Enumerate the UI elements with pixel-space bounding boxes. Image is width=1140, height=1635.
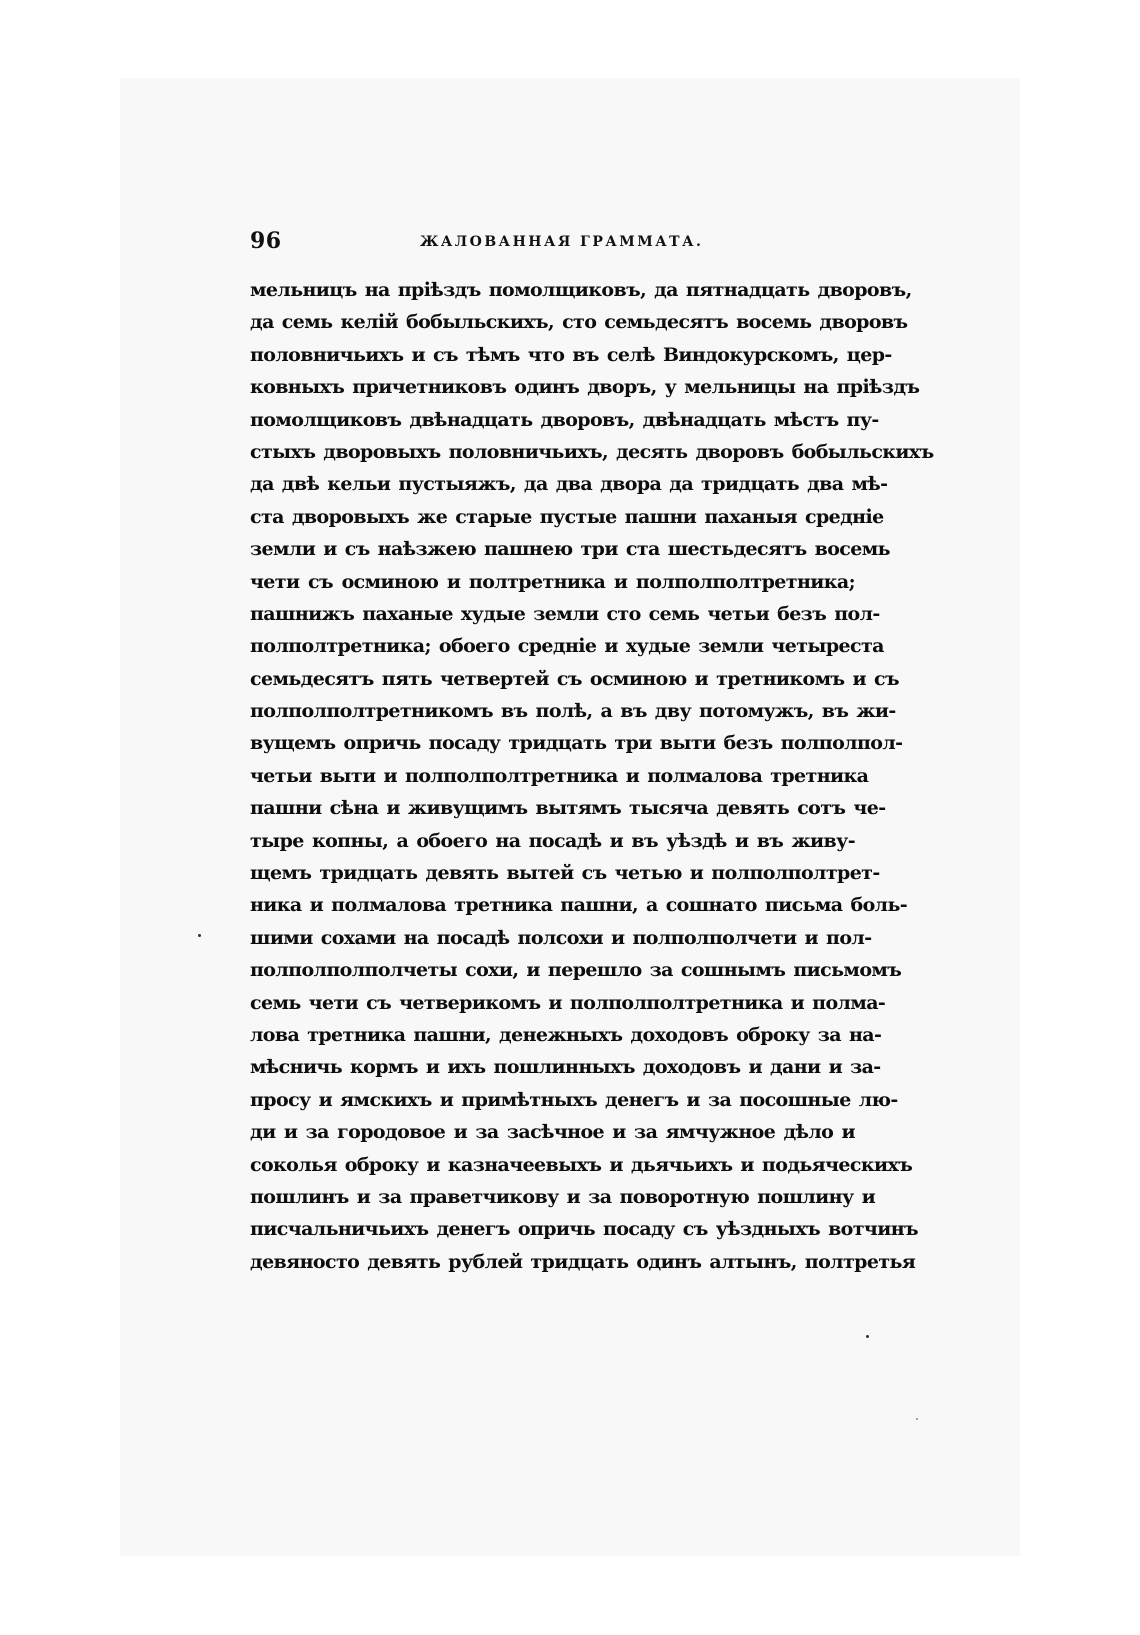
text-line: ковныхъ причетниковъ одинъ дворъ, у мельницы на пріѣздъ xyxy=(250,376,920,399)
text-line: пашнижъ паханые худые земли сто семь четьи безъ пол- xyxy=(250,602,880,625)
text-line: писчальничьихъ денегъ опричь посаду съ уѣздныхъ вотчинъ xyxy=(250,1218,919,1241)
text-line: да двѣ кельи пустыяжъ, да два двора да тридцать два мѣ- xyxy=(250,473,888,496)
text-line: полполтретника; обоего средніе и худые земли четыреста xyxy=(250,635,884,658)
text-line: девяносто девять рублей тридцать одинъ алтынъ, полтретья xyxy=(250,1250,916,1273)
text-line: полполполполчеты сохи, и перешло за сошнымъ письмомъ xyxy=(250,959,902,982)
text-line: семьдесятъ пять четвертей съ осминою и третникомъ и съ xyxy=(250,667,899,690)
text-line: щемъ тридцать девять вытей съ четью и полполполтрет- xyxy=(250,862,880,885)
text-line: шими сохами на посадѣ полсохи и полполполчети и пол- xyxy=(250,926,872,949)
text-line: земли и съ наѣзжею пашнею три ста шестьдесятъ восемь xyxy=(250,538,890,561)
text-line: пошлинъ и за праветчикову и за поворотную пошлину и xyxy=(250,1185,876,1208)
text-line: семь чети съ четверикомъ и полполполтретника и полма- xyxy=(250,991,886,1014)
text-line: полполполтретникомъ въ полѣ, а въ дву потомужъ, въ жи- xyxy=(250,700,896,723)
text-line: вущемъ опричь посаду тридцать три выти безъ полполпол- xyxy=(250,732,903,755)
text-line: помолщиковъ двѣнадцать дворовъ, двѣнадцать мѣстъ пу- xyxy=(250,408,879,431)
text-line: половничьихъ и съ тѣмъ что въ селѣ Виндокурскомъ, цер- xyxy=(250,343,892,366)
text-line: да семь келій бобыльскихъ, сто семьдесятъ восемь дворовъ xyxy=(250,311,908,334)
running-head: ЖАЛОВАННАЯ ГРАММАТА. xyxy=(420,234,704,250)
text-line: чети съ осминою и полтретника и полполполтретника; xyxy=(250,570,855,593)
text-line: ста дворовыхъ же старые пустые пашни паханыя средніе xyxy=(250,505,884,528)
text-line: мѣсничь кормъ и ихъ пошлинныхъ доходовъ и дани и за- xyxy=(250,1056,881,1079)
text-line: четьи выти и полполполтретника и полмалова третника xyxy=(250,764,869,787)
text-line: тыре копны, а обоего на посадѣ и въ уѣздѣ и въ живу- xyxy=(250,829,855,852)
text-line: ника и полмалова третника пашни, а сошнато письма боль- xyxy=(250,894,908,917)
text-line: ди и за городовое и за засѣчное и за ямчужное дѣло и xyxy=(250,1121,855,1144)
scan-speck xyxy=(866,1335,869,1338)
text-line: мельницъ на пріѣздъ помолщиковъ, да пятнадцать дворовъ, xyxy=(250,279,912,301)
page-number: 96 xyxy=(250,228,282,254)
text-line: стыхъ дворовыхъ половничьихъ, десять дворовъ бобыльскихъ xyxy=(250,440,934,463)
text-line: просу и ямскихъ и примѣтныхъ денегъ и за посошные лю- xyxy=(250,1088,898,1111)
scan-speck xyxy=(916,1418,918,1420)
text-line: лова третника пашни, денежныхъ доходовъ оброку за на- xyxy=(250,1023,882,1046)
text-line: соколья оброку и казначеевыхъ и дьячьихъ и подьяческихъ xyxy=(250,1153,913,1176)
body-text xyxy=(250,274,934,1278)
scan-speck xyxy=(198,934,201,937)
text-line: пашни сѣна и живущимъ вытямъ тысяча девять сотъ че- xyxy=(250,797,886,820)
page-header xyxy=(250,228,890,262)
